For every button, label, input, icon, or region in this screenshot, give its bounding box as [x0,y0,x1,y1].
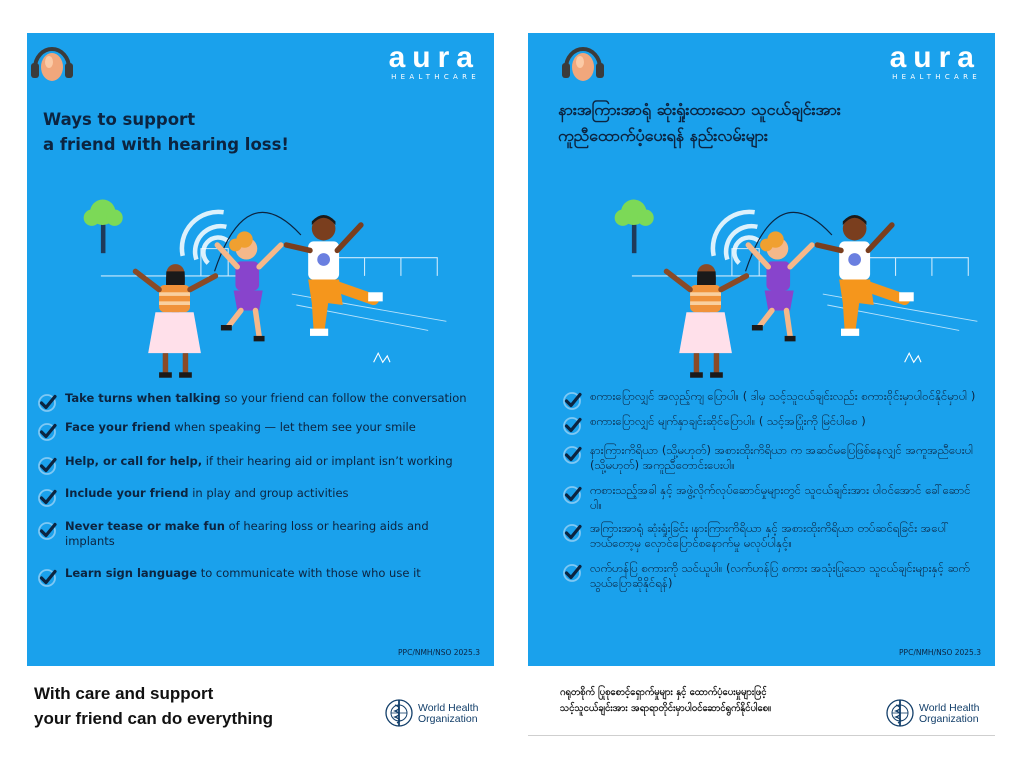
list-item [37,420,477,435]
list-item [562,414,982,429]
who-logo [884,697,990,731]
list-item [37,391,477,406]
item-bold: Learn sign language [65,566,198,580]
checkmark-icon [37,393,57,413]
egg-headphones-icon [558,38,608,88]
reference-code: PPC/NMH/NSO 2025.3 [398,648,480,657]
item-text: နားကြားကိရိယာ (သို့မဟုတ်) အစားထိုးကိရိယာ က အဆင်မပြေဖြစ်နေလျှင် အကူအညီပေးပါ (သို့မဟုတ်) အကူညီတောင်းပေးပါ။ [590,443,974,472]
list-item [37,519,477,549]
who-text [418,703,479,725]
who-emblem-icon [884,697,916,729]
brand-logo [388,41,480,81]
item-text: ကစားသည့်အခါ နှင့် အဖွဲ့လိုက်လုပ်ဆောင်မှုများတွင် သူငယ်ချင်းအား ပါဝင်အောင် ခေါ်ဆောင်ပါ။ [590,483,971,512]
who-text [919,703,980,725]
item-text: စကားပြောလျှင် အလှည့်ကျ ပြောပါ။ ( ဒါမှ သင့်သူငယ်ချင်းလည်း စကားဝိုင်းမှာပါဝင်နိုင်မှာပါ ) [590,389,976,403]
divider [528,735,995,736]
list-item [562,483,982,513]
checkmark-icon [562,445,582,465]
footer-slogan [34,681,354,731]
footer-line-1: With care and support [34,684,214,703]
title-line-1: Ways to support [43,110,196,129]
item-text: စကားပြောလျှင် မျက်နှာချင်းဆိုင်ပြောပါ။ ( သင့်အပြုံးကို မြင်ပါစေ ) [590,414,866,428]
list-item [37,486,477,501]
kids-playing-illustration [576,185,995,385]
list-item [562,521,982,551]
checkmark-icon [37,521,57,541]
list-item [562,443,982,473]
tips-list [37,391,477,581]
title-line-2: ကူညီထောက်ပံ့ပေးရန် နည်းလမ်းများ [558,126,768,145]
checkmark-icon [37,488,57,508]
checkmark-icon [37,422,57,442]
poster-myanmar [528,33,995,768]
who-line-2: Organization [418,713,478,725]
checkmark-icon [562,391,582,411]
footer-slogan [560,685,880,717]
item-text: if their hearing aid or implant isn’t working [202,454,453,468]
item-bold: Include your friend [65,486,189,500]
brand-name: aura [388,41,480,74]
tips-list [562,389,982,591]
list-item [37,566,477,581]
footer-line-2: your friend can do everything [34,709,273,728]
who-logo [383,697,489,731]
item-text: အကြားအာရုံ ဆုံးရှုံးခြင်း ၊နားကြားကိရိယာ နှင့် အစားထိုးကိရိယာ တပ်ဆင်ရခြင်း အပေါ် ဘယ်တော့မှ လှောင်ပြောင်စနောက်မှု မလုပ်ပါနှင့်။ [590,521,950,550]
brand-name: aura [889,41,981,74]
poster-title [558,97,958,149]
item-text: လက်ဟန်ပြ စကားကို သင်ယူပါ။ (လက်ဟန်ပြ စကား အသုံးပြုသော သူငယ်ချင်းများနှင့် ဆက်သွယ်ပြောဆိုနိုင်ရန်) [590,561,970,590]
item-bold: Help, or call for help, [65,454,203,468]
poster-title [43,107,383,157]
brand-subtitle: HEALTHCARE [391,73,480,81]
checkmark-icon [37,456,57,476]
brand-subtitle: HEALTHCARE [892,73,981,81]
poster-english [27,33,494,768]
title-line-2: a friend with hearing loss! [43,135,289,154]
item-text: to communicate with those who use it [197,566,421,580]
who-line-1: World Health [418,702,479,714]
footer-line-1: ဂရုတစိုက် ပြုစုစောင့်ရှောက်မှုများ နှင့် ထောက်ပံ့ပေးမှုများဖြင့် [560,687,767,698]
reference-code: PPC/NMH/NSO 2025.3 [899,648,981,657]
list-item [562,389,982,404]
title-line-1: နားအကြားအာရုံ ဆုံးရှုံးထားသော သူငယ်ချင်းအား [558,100,841,119]
poster-panel [528,33,995,666]
list-item [37,454,477,469]
item-bold: Never tease or make fun [65,519,225,533]
who-line-1: World Health [919,702,980,714]
item-text: of hearing loss or hearing aids and implants [65,519,429,548]
kids-playing-illustration [45,185,475,385]
checkmark-icon [562,416,582,436]
brand-logo [889,41,981,81]
list-item [562,561,982,591]
who-emblem-icon [383,697,415,729]
item-bold: Face your friend [65,420,171,434]
item-text: when speaking — let them see your smile [170,420,416,434]
checkmark-icon [37,568,57,588]
who-line-2: Organization [919,713,979,725]
item-bold: Take turns when talking [65,391,221,405]
poster-panel [27,33,494,666]
checkmark-icon [562,523,582,543]
checkmark-icon [562,563,582,583]
checkmark-icon [562,485,582,505]
item-text: in play and group activities [188,486,349,500]
footer-line-2: သင့်သူငယ်ချင်းအား အရာရာတိုင်းမှာပါဝင်ဆောင်ရွက်နိုင်ပါစေ။ [560,703,771,714]
egg-headphones-icon [27,38,77,88]
item-text: so your friend can follow the conversation [220,391,467,405]
